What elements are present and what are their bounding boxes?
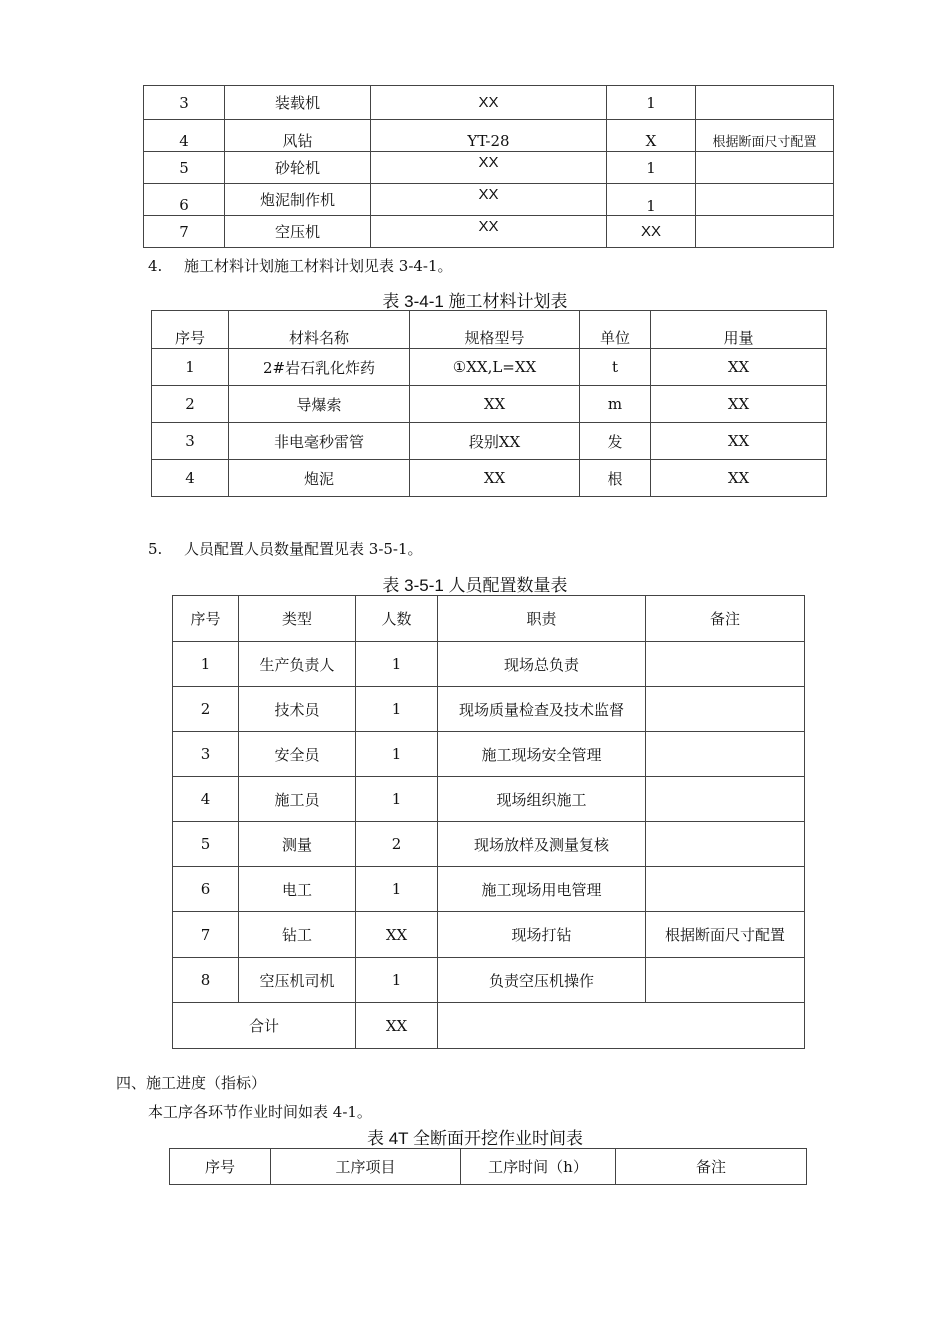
cell-qty: 1 <box>607 184 696 216</box>
table-row <box>173 912 805 958</box>
cell: 1 <box>173 642 239 687</box>
cell: 1 <box>356 867 438 912</box>
cell <box>646 822 805 867</box>
header-cell: 人数 <box>356 596 438 642</box>
header-cell: 职责 <box>438 596 646 642</box>
table-row <box>144 86 834 120</box>
cell: 5 <box>173 822 239 867</box>
staff-table <box>172 595 805 1049</box>
table-header-row <box>170 1149 807 1185</box>
cell: 生产负责人 <box>239 642 356 687</box>
cell: 1 <box>356 642 438 687</box>
cell: 2 <box>173 687 239 732</box>
cell: 3 <box>152 423 229 460</box>
cell: 发 <box>580 423 651 460</box>
header-cell: 类型 <box>239 596 356 642</box>
section-4-number: 4. <box>148 257 163 275</box>
cell: m <box>580 386 651 423</box>
section-4-text: 施工材料计划施工材料计划见表 3-4-1。 <box>184 257 453 275</box>
cell-model: YT-28 <box>371 120 607 152</box>
cell: 8 <box>173 958 239 1003</box>
header-cell: 备注 <box>646 596 805 642</box>
cell: 导爆索 <box>229 386 410 423</box>
cell-name: 空压机 <box>225 216 371 248</box>
cell: 根 <box>580 460 651 497</box>
cell: 1 <box>356 732 438 777</box>
section-5-line <box>148 538 423 559</box>
cell-qty: 1 <box>607 86 696 120</box>
cell: 2#岩石乳化炸药 <box>229 349 410 386</box>
total-count: XX <box>356 1003 438 1049</box>
table-row <box>152 460 827 497</box>
cell: 现场质量检查及技术监督 <box>438 687 646 732</box>
cell: 施工现场安全管理 <box>438 732 646 777</box>
cell-name: 风钻 <box>225 120 371 152</box>
cell: 测量 <box>239 822 356 867</box>
cell: XX <box>410 386 580 423</box>
cell: 根据断面尺寸配置 <box>646 912 805 958</box>
section-5-number: 5. <box>148 540 163 558</box>
cell: XX <box>651 386 827 423</box>
header-cell: 工序项目 <box>271 1149 461 1185</box>
time-table <box>169 1148 807 1185</box>
cell-qty: 1 <box>607 152 696 184</box>
cell-no: 4 <box>144 120 225 152</box>
table-row <box>173 777 805 822</box>
cell-no: 6 <box>144 184 225 216</box>
cell <box>646 642 805 687</box>
materials-table <box>151 310 827 497</box>
header-cell: 备注 <box>616 1149 807 1185</box>
cell-model: XX <box>371 184 607 216</box>
table-row <box>152 386 827 423</box>
section-four-heading: 四、施工进度（指标） <box>116 1074 267 1092</box>
cell: 炮泥 <box>229 460 410 497</box>
cell: 4 <box>152 460 229 497</box>
cell: 安全员 <box>239 732 356 777</box>
cell <box>646 777 805 822</box>
table-row <box>144 120 834 152</box>
cell: 1 <box>356 958 438 1003</box>
cell-model: XX <box>371 86 607 120</box>
cell: 负责空压机操作 <box>438 958 646 1003</box>
header-cell: 序号 <box>170 1149 271 1185</box>
cell-no: 5 <box>144 152 225 184</box>
table-row <box>144 152 834 184</box>
cell: 1 <box>356 687 438 732</box>
cell-qty: XX <box>607 216 696 248</box>
table-row <box>144 184 834 216</box>
cell: 空压机司机 <box>239 958 356 1003</box>
cell: ①XX,L=XX <box>410 349 580 386</box>
cell <box>646 687 805 732</box>
cell: 电工 <box>239 867 356 912</box>
cell-note <box>696 216 834 248</box>
cell: 现场打钻 <box>438 912 646 958</box>
cell-name: 炮泥制作机 <box>225 184 371 216</box>
table-row <box>173 822 805 867</box>
cell: 7 <box>173 912 239 958</box>
cell-model: XX <box>371 152 607 184</box>
cell: 4 <box>173 777 239 822</box>
table-row <box>173 732 805 777</box>
cell: 1 <box>356 777 438 822</box>
table-row <box>173 687 805 732</box>
cell-qty: X <box>607 120 696 152</box>
total-label: 合计 <box>173 1003 356 1049</box>
table-row <box>173 642 805 687</box>
header-cell: 用量 <box>651 311 827 349</box>
table-header-row <box>173 596 805 642</box>
table-row <box>152 423 827 460</box>
cell-model: XX <box>371 216 607 248</box>
equipment-table <box>143 85 834 248</box>
cell: 技术员 <box>239 687 356 732</box>
header-cell: 工序时间（h） <box>461 1149 616 1185</box>
cell-note <box>696 184 834 216</box>
cell <box>646 732 805 777</box>
cell: 施工员 <box>239 777 356 822</box>
cell: XX <box>651 460 827 497</box>
staff-table-caption: 表 3-5-1 人员配置数量表 <box>382 576 568 595</box>
cell-note: 根据断面尺寸配置 <box>696 120 834 152</box>
cell: XX <box>651 349 827 386</box>
cell: 2 <box>152 386 229 423</box>
section-5-text: 人员配置人员数量配置见表 3-5-1。 <box>184 540 423 558</box>
cell-name: 装载机 <box>225 86 371 120</box>
cell-note <box>696 152 834 184</box>
cell: 段别XX <box>410 423 580 460</box>
table-row <box>144 216 834 248</box>
header-cell: 材料名称 <box>229 311 410 349</box>
table-row <box>173 867 805 912</box>
cell: 非电毫秒雷管 <box>229 423 410 460</box>
time-table-caption: 表 4T 全断面开挖作业时间表 <box>367 1129 583 1148</box>
cell: 施工现场用电管理 <box>438 867 646 912</box>
table-row <box>152 349 827 386</box>
cell: 2 <box>356 822 438 867</box>
table-total-row <box>173 1003 805 1049</box>
section-four-text: 本工序各环节作业时间如表 4-1。 <box>148 1103 372 1121</box>
cell: XX <box>356 912 438 958</box>
cell: 现场组织施工 <box>438 777 646 822</box>
cell: t <box>580 349 651 386</box>
cell <box>646 958 805 1003</box>
header-cell: 序号 <box>152 311 229 349</box>
total-rest <box>438 1003 805 1049</box>
cell <box>646 867 805 912</box>
header-cell: 单位 <box>580 311 651 349</box>
table-header-row <box>152 311 827 349</box>
cell: XX <box>651 423 827 460</box>
materials-table-caption: 表 3-4-1 施工材料计划表 <box>382 292 568 311</box>
cell: 6 <box>173 867 239 912</box>
cell: 1 <box>152 349 229 386</box>
table-row <box>173 958 805 1003</box>
cell: 3 <box>173 732 239 777</box>
cell-name: 砂轮机 <box>225 152 371 184</box>
cell-no: 3 <box>144 86 225 120</box>
header-cell: 序号 <box>173 596 239 642</box>
cell: XX <box>410 460 580 497</box>
cell-no: 7 <box>144 216 225 248</box>
cell: 现场总负责 <box>438 642 646 687</box>
cell: 现场放样及测量复核 <box>438 822 646 867</box>
cell-note <box>696 86 834 120</box>
section-4-line <box>148 255 453 276</box>
cell: 钻工 <box>239 912 356 958</box>
header-cell: 规格型号 <box>410 311 580 349</box>
